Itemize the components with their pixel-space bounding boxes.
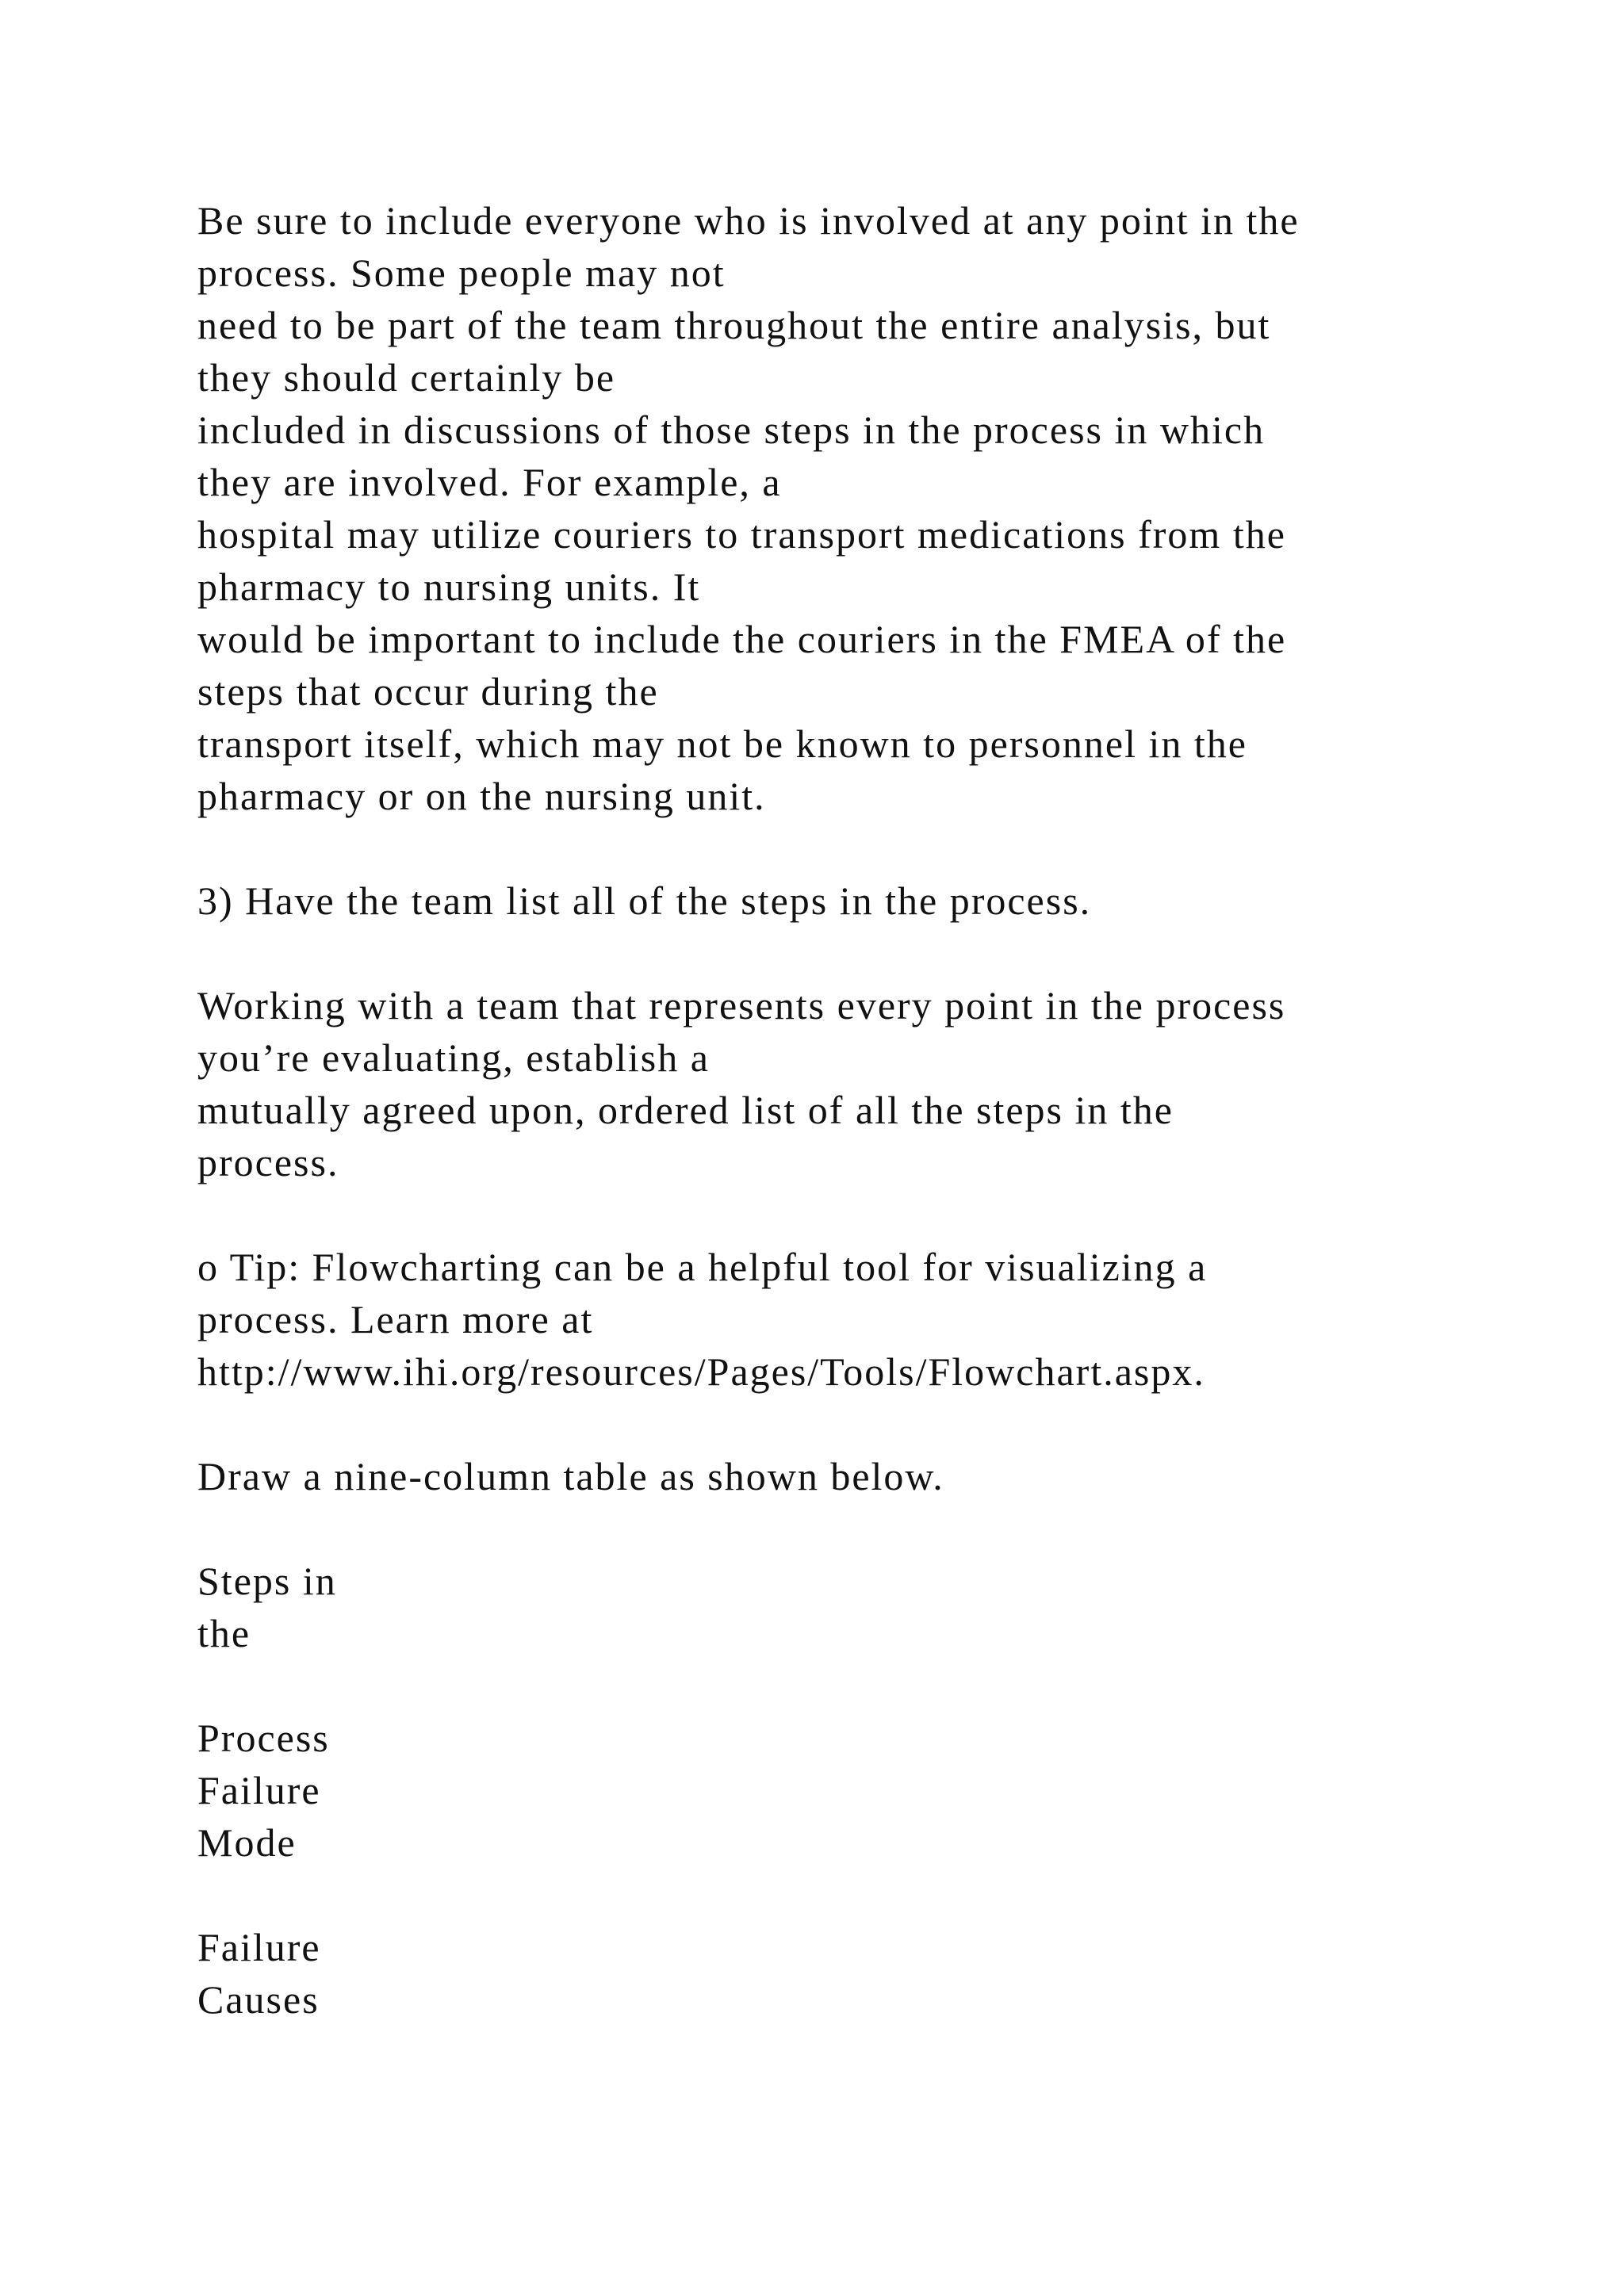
text-line: transport itself, which may not be known to personnel in the [197, 721, 1247, 766]
column-label-line: Failure [197, 1768, 321, 1812]
text-line: included in discussions of those steps in the process in which [197, 408, 1266, 452]
column-label-line: Steps in [197, 1559, 337, 1603]
step-heading-text: 3) Have the team list all of the steps in the process. [197, 878, 1092, 923]
paragraph-spacer [197, 1398, 1545, 1450]
paragraph-spacer [197, 1869, 1545, 1921]
paragraph-team-involvement [197, 194, 1545, 822]
column-label-line: Mode [197, 1820, 297, 1865]
paragraph-spacer [197, 822, 1545, 874]
text-line: Be sure to include everyone who is involved at any point in the [197, 198, 1300, 243]
paragraph-spacer [197, 1188, 1545, 1241]
column-failure-causes [197, 1921, 1545, 2026]
text-line: o Tip: Flowcharting can be a helpful tool for visualizing a [197, 1245, 1208, 1289]
text-line: Working with a team that represents every point in the process [197, 983, 1286, 1027]
document-body [197, 194, 1545, 2026]
text-line: mutually agreed upon, ordered list of all the steps in the [197, 1088, 1174, 1132]
paragraph-spacer [197, 1659, 1545, 1712]
text-line: you’re evaluating, establish a [197, 1035, 710, 1080]
text-line: need to be part of the team throughout the entire analysis, but [197, 303, 1271, 347]
paragraph-ordered-list [197, 979, 1545, 1188]
text-line: they should certainly be [197, 355, 616, 400]
text-line: process. Some people may not [197, 251, 726, 295]
column-failure-mode [197, 1712, 1545, 1869]
text-line: hospital may utilize couriers to transport medications from the [197, 512, 1286, 557]
column-steps-in-process [197, 1555, 1545, 1659]
column-label-line: the [197, 1611, 251, 1655]
paragraph-spacer [197, 927, 1545, 979]
text-line: process. Learn more at [197, 1297, 594, 1341]
text-line: they are involved. For example, a [197, 460, 782, 504]
text-line: Draw a nine-column table as shown below. [197, 1454, 944, 1498]
text-line: would be important to include the couriers in the FMEA of the [197, 617, 1287, 661]
text-line: process. [197, 1140, 339, 1184]
column-label-line: Causes [197, 1977, 320, 2022]
step-3-heading [197, 874, 1545, 927]
flowchart-url: http://www.ihi.org/resources/Pages/Tools/Flowchart.aspx. [197, 1349, 1205, 1394]
text-line: pharmacy to nursing units. It [197, 564, 701, 609]
column-label-line: Process [197, 1716, 330, 1760]
tip-flowcharting [197, 1241, 1545, 1398]
table-instruction [197, 1450, 1545, 1502]
text-line: steps that occur during the [197, 669, 659, 714]
text-line: pharmacy or on the nursing unit. [197, 774, 766, 818]
column-label-line: Failure [197, 1925, 321, 1969]
paragraph-spacer [197, 1502, 1545, 1555]
